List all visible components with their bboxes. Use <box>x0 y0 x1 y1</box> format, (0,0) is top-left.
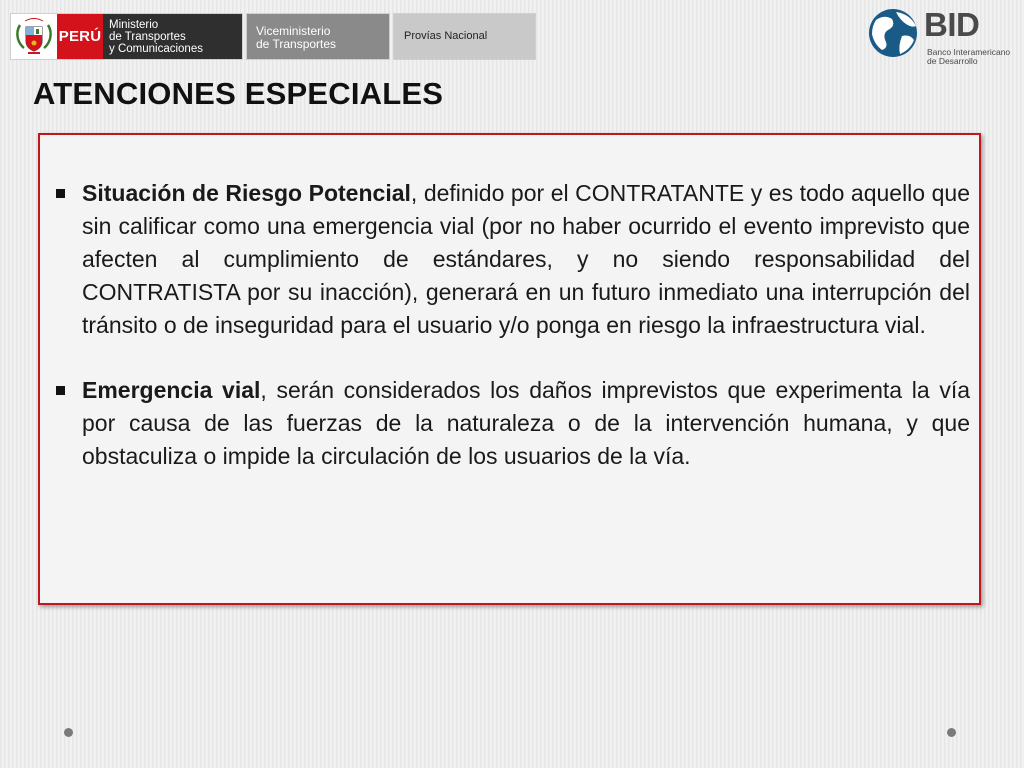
vice-ministry-line: de Transportes <box>256 37 337 51</box>
peru-label: PERÚ <box>57 14 103 59</box>
ministry-line: Ministerio <box>109 19 159 31</box>
square-bullet-icon <box>56 189 65 198</box>
bullet-term: Emergencia vial <box>82 377 261 403</box>
content-frame <box>38 133 981 605</box>
decorative-dot-icon <box>64 728 73 737</box>
bullet-text <box>82 177 970 342</box>
bullet-list <box>82 177 970 505</box>
bullet-description: , serán considerados los daños imprevistos que experimenta la vía por causa de las fuerzas de la naturaleza o de la intervención humana, y que obstaculiza o impide la circulación de los usuarios de la vía. <box>82 377 970 469</box>
ministry-name <box>103 14 242 59</box>
bid-acronym: BID <box>924 6 980 43</box>
bullet-item <box>82 177 970 342</box>
vice-ministry-tab <box>246 13 390 60</box>
coat-of-arms-icon <box>11 14 57 59</box>
ministry-line: y Comunicaciones <box>109 43 203 55</box>
bullet-term: Situación de Riesgo Potencial <box>82 180 411 206</box>
ministry-logo <box>10 13 243 60</box>
bid-logo <box>866 6 1016 70</box>
bullet-description: , definido por el CONTRATANTE y es todo aquello que sin calificar como una emergencia vial (por no haber ocurrido el evento imprevisto que afecten al cumplimiento de estándares, y no siendo responsabilidad del CONTRATISTA por su inacción), generará en un futuro inmediato una interrupción del tránsito o de inseguridad para el usuario y/o ponga en riesgo la infraestructura vial. <box>82 180 970 338</box>
bullet-item <box>82 374 970 473</box>
provias-tab: Provías Nacional <box>393 13 536 60</box>
globe-icon <box>866 6 924 58</box>
bid-fullname <box>927 48 1010 66</box>
square-bullet-icon <box>56 386 65 395</box>
bid-fullname-line: de Desarrollo <box>927 56 978 66</box>
ministry-line: de Transportes <box>109 31 186 43</box>
bullet-text <box>82 374 970 473</box>
vice-ministry-line: Viceministerio <box>256 24 331 38</box>
decorative-dot-icon <box>947 728 956 737</box>
header-bar <box>0 0 1024 72</box>
bid-fullname-line: Banco Interamericano <box>927 47 1011 57</box>
slide-title: ATENCIONES ESPECIALES <box>33 76 444 111</box>
